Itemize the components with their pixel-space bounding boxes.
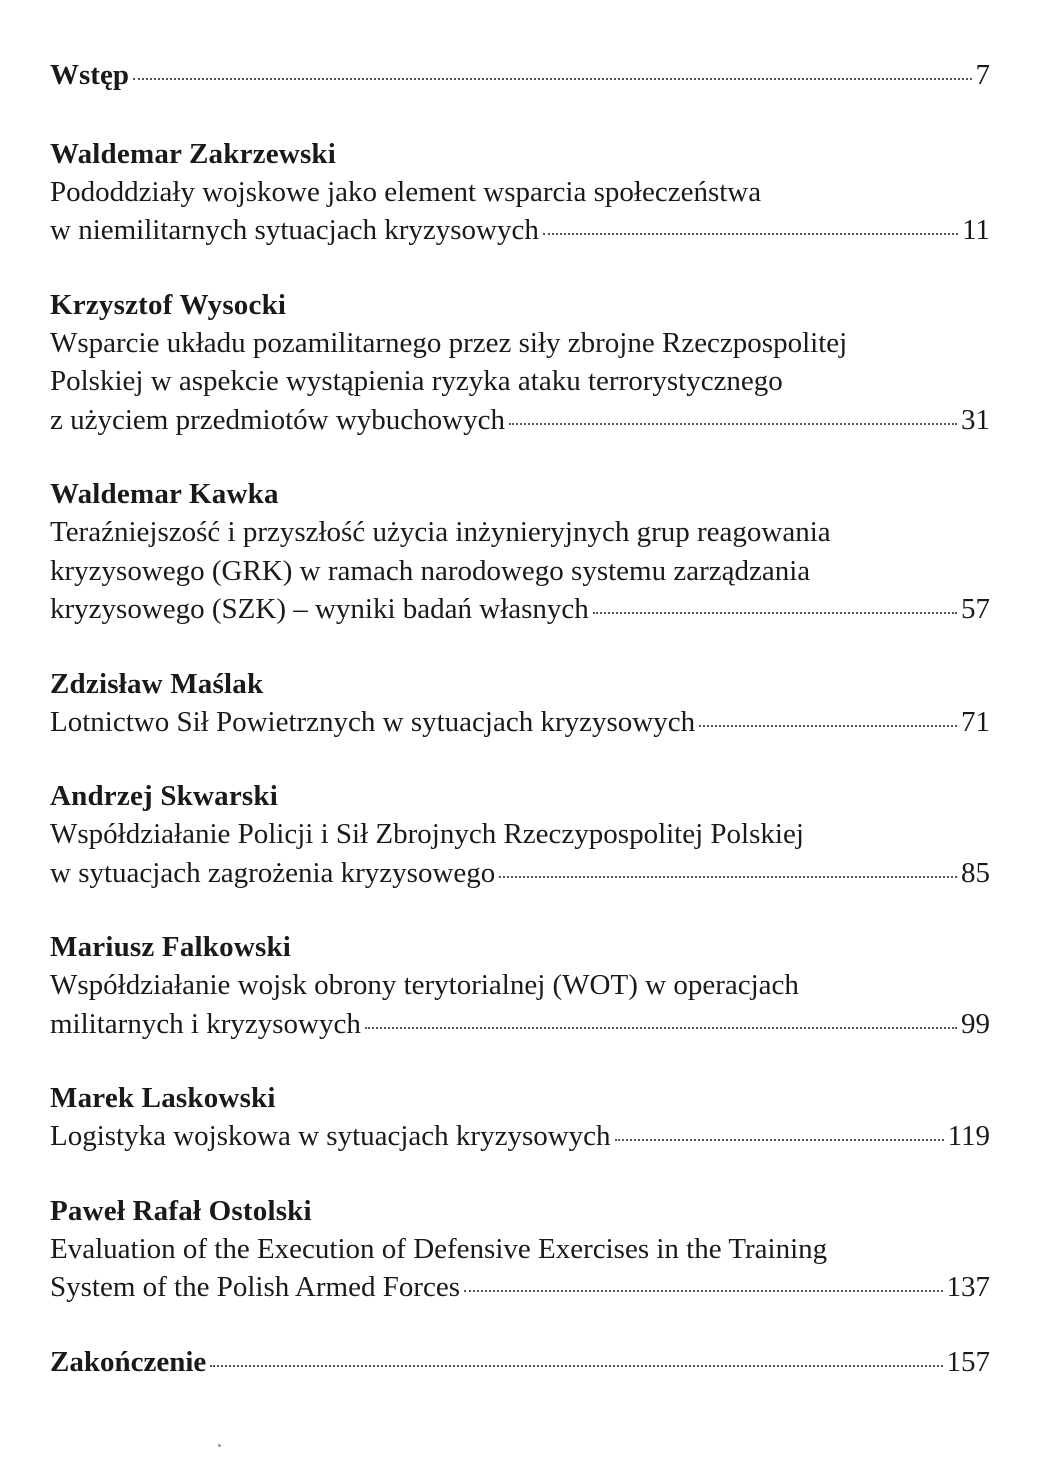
toc-entry-title-line: Logistyka wojskowa w sytuacjach kryzysowych	[50, 1120, 611, 1152]
toc-entry	[50, 1079, 990, 1156]
toc-entry	[50, 928, 990, 1043]
toc-entry-page: 31	[961, 403, 990, 436]
toc-entry-author: Waldemar Zakrzewski	[50, 137, 337, 170]
dot-leader	[133, 76, 972, 80]
toc-entry-last-row	[50, 1268, 990, 1307]
toc-entry-last-row	[50, 590, 990, 629]
toc-entry	[50, 665, 990, 742]
toc-entry	[50, 777, 990, 892]
scan-speck	[218, 1444, 221, 1447]
toc-entry-author: Krzysztof Wysocki	[50, 288, 287, 321]
toc-entry-title-line: kryzysowego (SZK) – wyniki badań własnych	[50, 593, 589, 625]
toc-entry-title-line: militarnych i kryzysowych	[50, 1007, 361, 1040]
toc-entry	[50, 1192, 990, 1307]
toc-entries	[50, 135, 990, 1307]
toc-outro-row	[50, 1343, 990, 1382]
toc-entry-page: 71	[961, 705, 990, 738]
toc-entry-page: 57	[961, 593, 990, 625]
toc-entry-last-row	[50, 703, 990, 742]
table-of-contents	[50, 56, 990, 1421]
dot-leader	[509, 421, 957, 425]
toc-entry	[50, 475, 990, 629]
toc-entry-last-row	[50, 1117, 990, 1156]
toc-entry-title-line: Współdziałanie wojsk obrony terytorialnej (WOT) w operacjach	[50, 969, 799, 1001]
toc-entry-title-line: Pododdziały wojskowe jako element wsparcia społeczeństwa	[50, 175, 762, 208]
toc-entry-title-line: Współdziałanie Policji i Sił Zbrojnych Rzeczypospolitej Polskiej	[50, 818, 804, 850]
toc-entry-title-line: Wsparcie układu pozamilitarnego przez siły zbrojne Rzeczpospolitej	[50, 326, 848, 359]
toc-entry	[50, 286, 990, 440]
toc-entry-title-line: w niemilitarnych sytuacjach kryzysowych	[50, 214, 539, 246]
toc-entry-last-row	[50, 854, 990, 893]
toc-outro	[50, 1343, 990, 1382]
dot-leader	[365, 1025, 957, 1029]
dot-leader	[699, 723, 957, 727]
toc-entry-page: 11	[962, 214, 990, 246]
toc-entry-author: Andrzej Skwarski	[50, 780, 278, 812]
toc-entry-title-line: System of the Polish Armed Forces	[50, 1271, 461, 1303]
toc-outro-title: Zakończenie	[50, 1345, 207, 1378]
toc-entry-page: 85	[961, 856, 990, 889]
dot-leader	[615, 1137, 944, 1141]
toc-entry	[50, 135, 990, 250]
toc-entry-author: Zdzisław Maślak	[50, 667, 264, 700]
dot-leader	[464, 1288, 942, 1292]
toc-entry-author: Waldemar Kawka	[50, 478, 279, 510]
toc-entry-last-row	[50, 211, 990, 250]
toc-entry-author: Mariusz Falkowski	[50, 931, 292, 963]
toc-intro	[50, 56, 990, 95]
toc-entry-title-line: Lotnictwo Sił Powietrznych w sytuacjach kryzysowych	[50, 705, 696, 738]
toc-intro-row	[50, 56, 990, 95]
toc-entry-title-line: Teraźniejszość i przyszłość użycia inżynieryjnych grup reagowania	[50, 516, 831, 548]
toc-entry-title-line: kryzysowego (GRK) w ramach narodowego systemu zarządzania	[50, 554, 811, 587]
toc-entry-page: 137	[946, 1271, 990, 1303]
dot-leader	[543, 231, 958, 235]
toc-entry-last-row	[50, 1005, 990, 1044]
dot-leader	[210, 1363, 942, 1367]
toc-entry-title-line: z użyciem przedmiotów wybuchowych	[50, 403, 505, 436]
toc-entry-page: 99	[961, 1007, 990, 1040]
toc-entry-author: Paweł Rafał Ostolski	[50, 1194, 312, 1227]
toc-entry-title-line: Evaluation of the Execution of Defensive Exercises in the Training	[50, 1232, 828, 1265]
toc-entry-title-line: w sytuacjach zagrożenia kryzysowego	[50, 856, 496, 889]
dot-leader	[593, 610, 957, 614]
toc-entry-author: Marek Laskowski	[50, 1082, 276, 1114]
toc-entry-page: 119	[947, 1120, 990, 1152]
toc-entry-last-row	[50, 401, 990, 440]
toc-intro-page: 7	[975, 59, 990, 91]
toc-entry-title-line: Polskiej w aspekcie wystąpienia ryzyka ataku terrorystycznego	[50, 365, 783, 397]
toc-intro-title: Wstęp	[50, 59, 129, 91]
toc-outro-page: 157	[946, 1345, 990, 1378]
dot-leader	[499, 874, 957, 878]
